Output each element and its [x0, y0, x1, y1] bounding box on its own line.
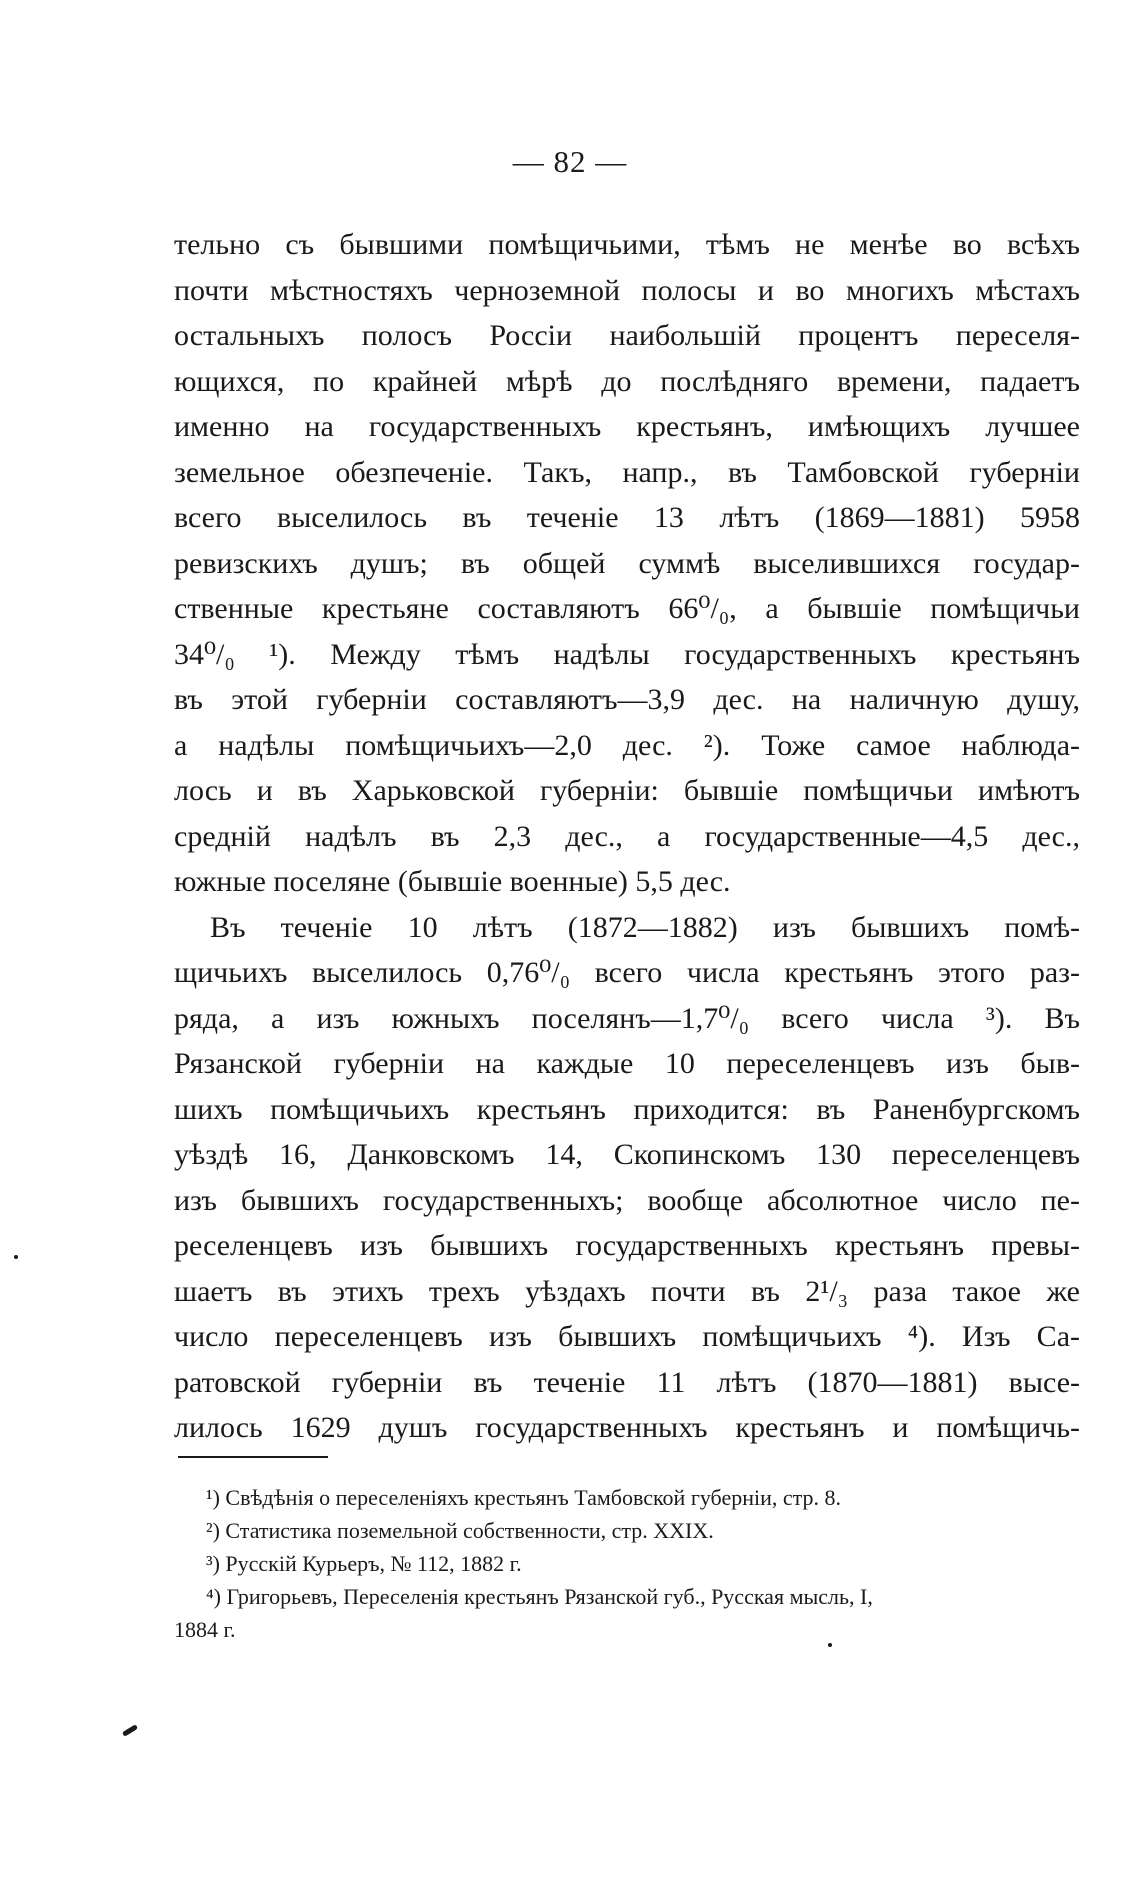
text-line: почти мѣстностяхъ черноземной полосы и во многихъ мѣстахъ: [174, 273, 1080, 307]
scan-speck: [828, 1643, 832, 1647]
text-line: ревизскихъ душъ; въ общей суммѣ выселившихся государ-: [174, 546, 1080, 580]
text-line: шаетъ въ этихъ трехъ уѣздахъ почти въ 2¹/₃ раза такое же: [174, 1274, 1080, 1308]
scan-speck: [14, 1255, 18, 1259]
text-line: шихъ помѣщичьихъ крестьянъ приходится: въ Раненбургскомъ: [174, 1092, 1080, 1126]
text-line: лось и въ Харьковской губерніи: бывшіе помѣщичьи имѣютъ: [174, 774, 1080, 807]
scan-speck: [122, 1724, 138, 1737]
footnote: 1884 г.: [174, 1617, 236, 1642]
text-line: остальныхъ полосъ Россіи наибольшій процентъ переселя-: [174, 319, 1080, 352]
text-line: а надѣлы помѣщичьихъ—2,0 дес. ²). Тоже самое наблюда-: [174, 728, 1080, 762]
text-line: Въ теченіе 10 лѣтъ (1872—1882) изъ бывшихъ помѣ-: [210, 910, 1080, 944]
text-line: уѣздѣ 16, Данковскомъ 14, Скопинскомъ 130 переселенцевъ: [174, 1138, 1080, 1171]
footnote: ³) Русскій Курьеръ, № 112, 1882 г.: [206, 1551, 522, 1576]
text-line: 34⁰/₀ ¹). Между тѣмъ надѣлы государственныхъ крестьянъ: [174, 637, 1080, 671]
text-line: ряда, а изъ южныхъ поселянъ—1,7⁰/₀ всего числа ³). Въ: [174, 1001, 1080, 1035]
text-line: земельное обезпеченіе. Такъ, напр., въ Тамбовской губерніи: [174, 455, 1080, 489]
footnote: ²) Статистика поземельной собственности, стр. XXIX.: [206, 1518, 714, 1543]
text-line: щичьихъ выселилось 0,76⁰/₀ всего числа крестьянъ этого раз-: [174, 956, 1080, 989]
text-line: всего выселилось въ теченіе 13 лѣтъ (1869—1881) 5958: [174, 501, 1080, 534]
text-line: реселенцевъ изъ бывшихъ государственныхъ крестьянъ превы-: [174, 1229, 1080, 1262]
text-line: именно на государственныхъ крестьянъ, имѣющихъ лучшее: [174, 410, 1080, 443]
text-line: тельно съ бывшими помѣщичьими, тѣмъ не менѣе во всѣхъ: [174, 228, 1080, 261]
text-line: Рязанской губерніи на каждые 10 переселенцевъ изъ быв-: [174, 1047, 1080, 1080]
footnote-divider: [178, 1456, 328, 1458]
text-line: ющихся, по крайней мѣрѣ до послѣдняго времени, падаетъ: [174, 364, 1080, 398]
text-line: число переселенцевъ изъ бывшихъ помѣщичьихъ ⁴). Изъ Са-: [174, 1320, 1080, 1353]
page-number: — 82 —: [512, 144, 628, 179]
text-line: лилось 1629 душъ государственныхъ крестьянъ и помѣщичь-: [174, 1411, 1080, 1444]
footnote: ⁴) Григорьевъ, Переселенія крестьянъ Рязанской губ., Русская мысль, I,: [206, 1584, 873, 1609]
text-line: южные поселяне (бывшіе военные) 5,5 дес.: [174, 865, 731, 898]
text-line: средній надѣлъ въ 2,3 дес., а государственные—4,5 дес.,: [174, 819, 1080, 853]
text-line: въ этой губерніи составляютъ—3,9 дес. на наличную душу,: [174, 683, 1080, 716]
text-line: ратовской губерніи въ теченіе 11 лѣтъ (1870—1881) высе-: [174, 1365, 1080, 1399]
text-line: ственные крестьяне составляютъ 66⁰/₀, а бывшіе помѣщичьи: [174, 592, 1080, 625]
footnote: ¹) Свѣдѣнія о переселеніяхъ крестьянъ Тамбовской губерніи, стр. 8.: [206, 1485, 842, 1510]
main-text: [174, 222, 1080, 1451]
footnotes: [174, 1481, 1080, 1646]
text-line: изъ бывшихъ государственныхъ; вообще абсолютное число пе-: [174, 1183, 1080, 1217]
